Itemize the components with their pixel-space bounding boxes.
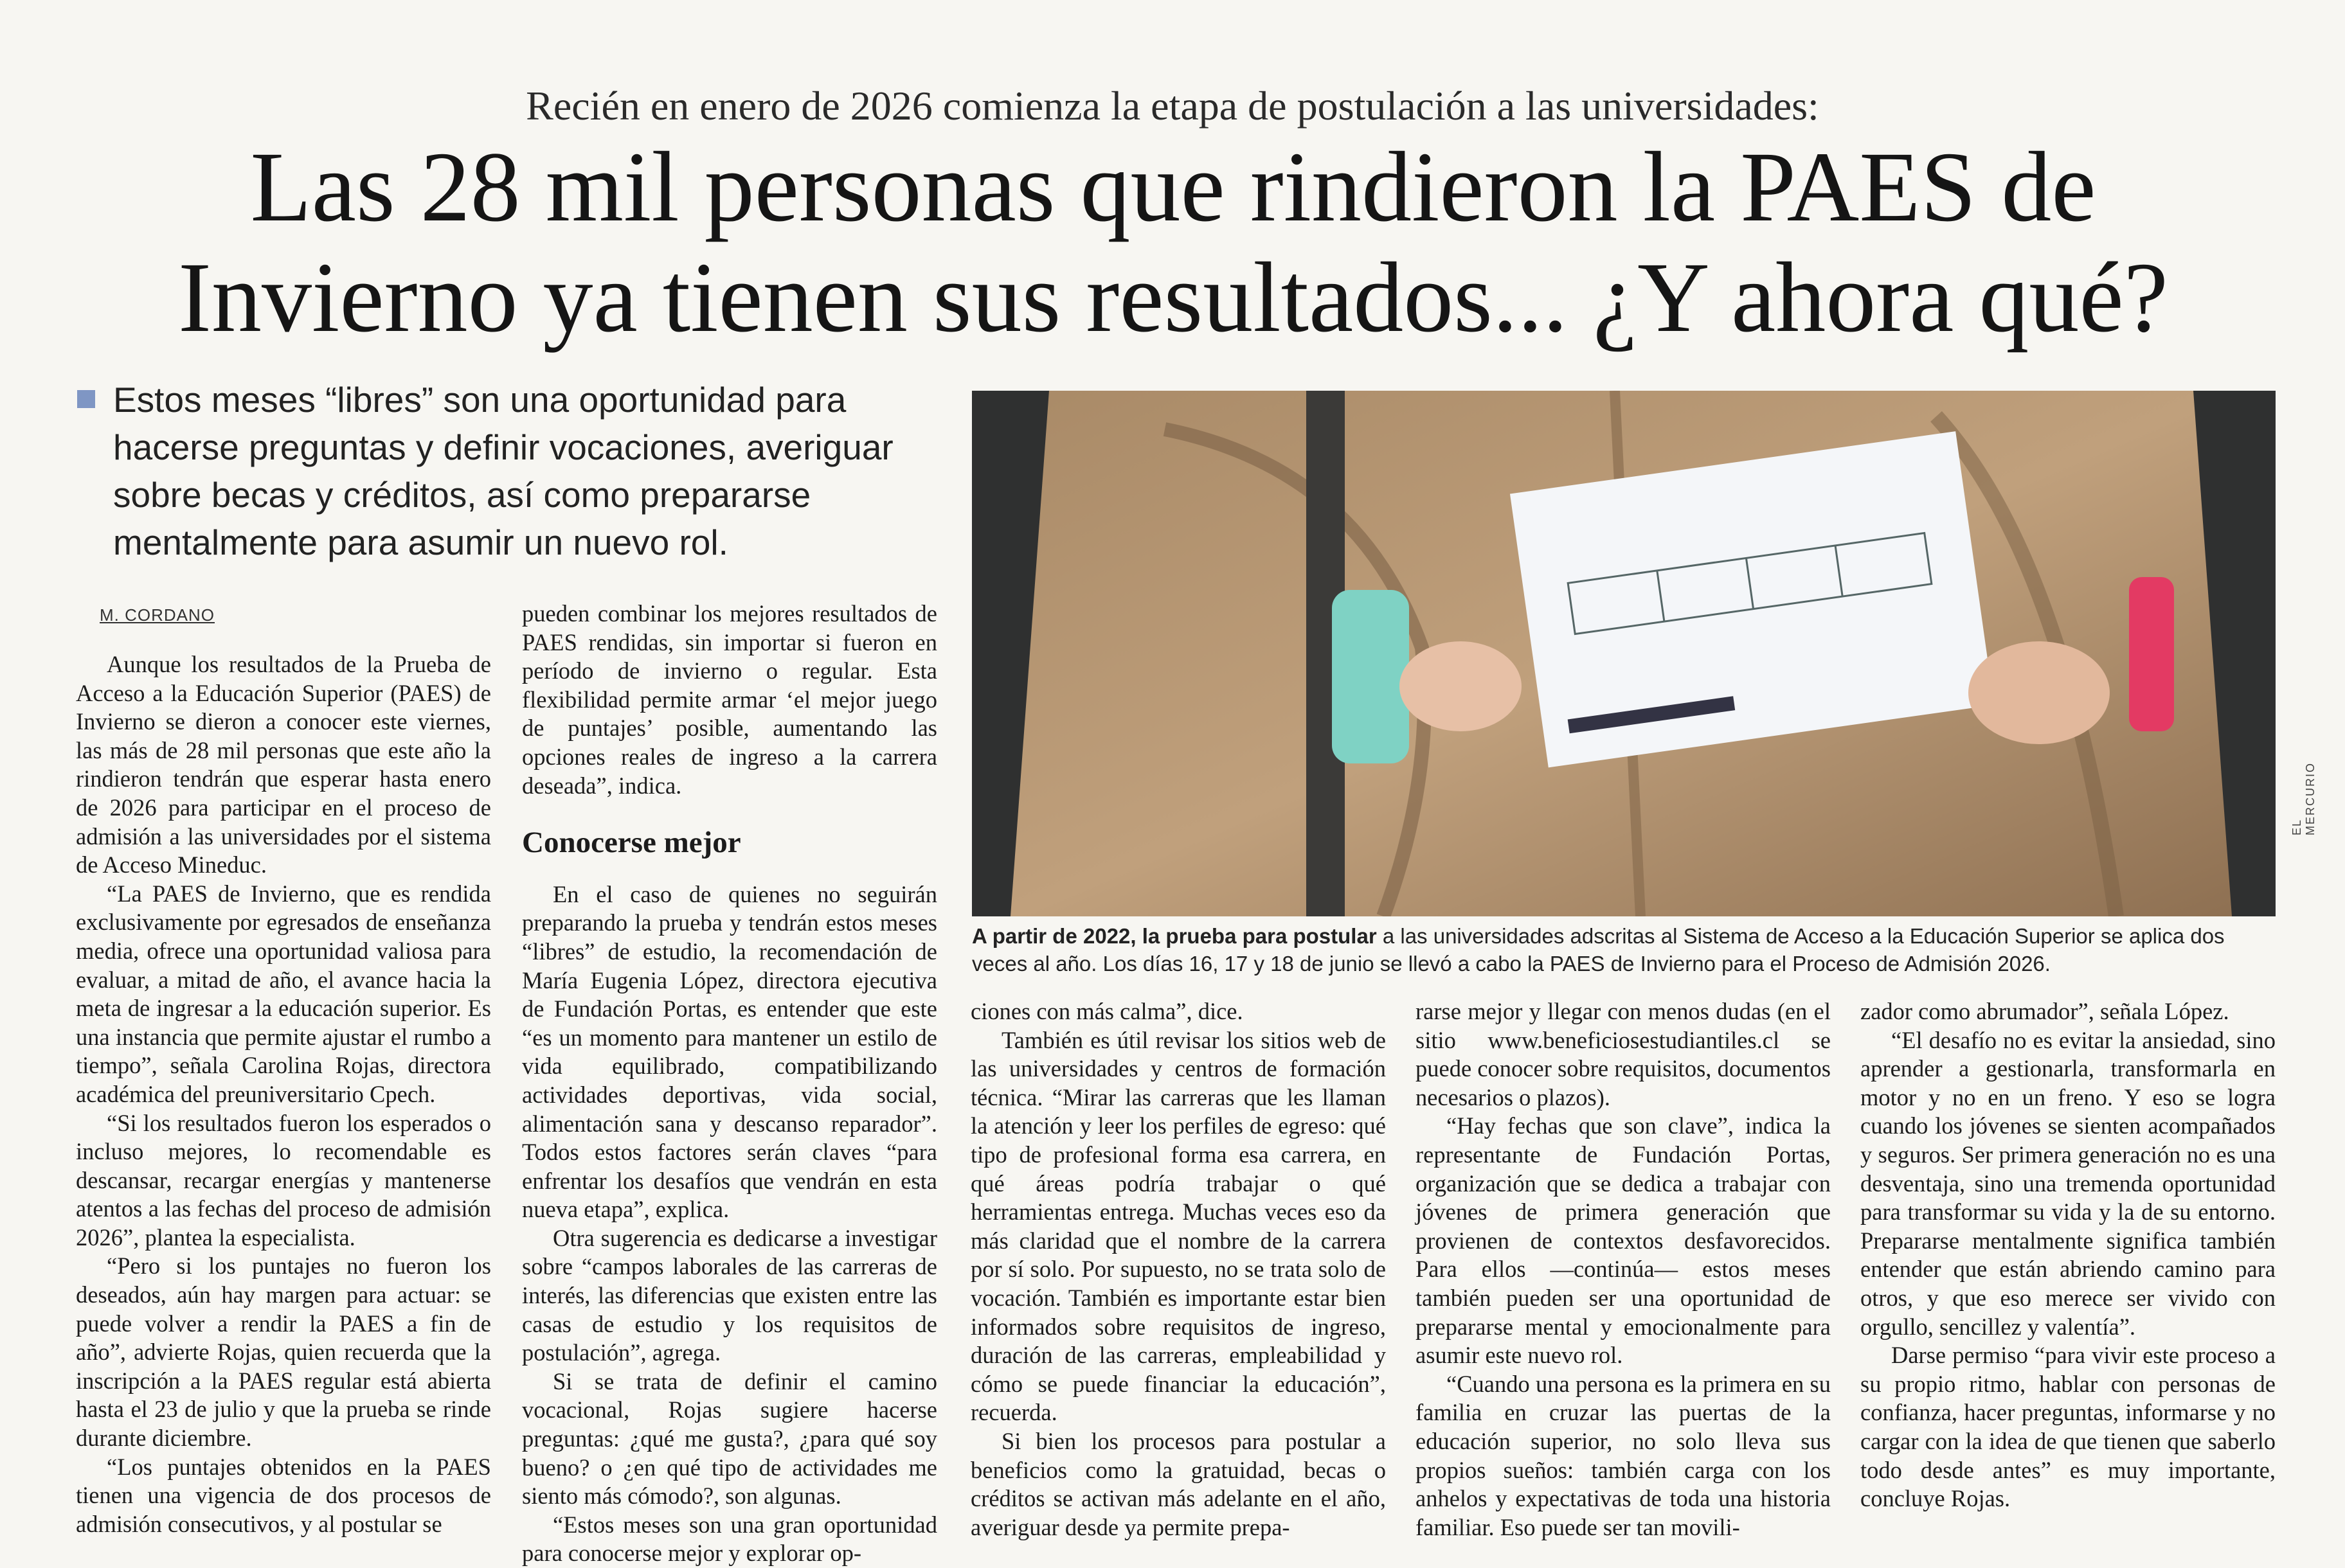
deck-text: Estos meses “libres” son una oportunidad para hacerse preguntas y definir vocaciones, averiguar sobre becas y créditos, así como prepararse mentalmente para asumir un nuevo rol.: [113, 380, 894, 562]
byline: M. CORDANO: [100, 605, 215, 625]
paragraph: Si bien los procesos para postular a beneficios como la gratuidad, becas o créditos se activan más adelante en el año, averiguar desde ya permite prepa-: [971, 1427, 1386, 1540]
paragraph: Aunque los resultados de la Prueba de Acceso a la Educación Superior (PAES) de Invierno se dieron a conocer este viernes, las más de 28 mil personas que este año la rindieron tendrán que esperar hasta enero de 2026 para participar en el proceso de admisión a las universidades por el sistema de Acceso Mineduc.: [76, 651, 491, 878]
paragraph: rarse mejor y llegar con menos dudas (en el sitio www.beneficiosestudiantiles.cl se puede conocer sobre requisitos, documentos necesarios o plazos).: [1415, 998, 1831, 1110]
deck: [77, 376, 913, 566]
paragraph: Otra sugerencia es dedicarse a investigar sobre “campos laborales de las carreras de interés, las diferencias que existen entre las casas de estudio y los requisitos de postulación”, agrega.: [522, 1224, 937, 1366]
subheading: Conocerse mejor: [522, 826, 741, 860]
paragraph: “Cuando una persona es la primera en su familia en cruzar las puertas de la educación superior, no solo lleva sus propios sueños: también carga con los anhelos y expectativas de toda una historia familiar. Eso puede ser tan movili-: [1415, 1370, 1831, 1540]
column-4: [1415, 997, 1831, 1542]
photo-illustration: [972, 391, 2276, 916]
paragraph: zador como abrumador”, señala López.: [1860, 998, 2229, 1024]
paragraph: “Pero si los puntajes no fueron los deseados, aún hay margen para actuar: se puede volver a rendir la PAES a fin de año”, advierte Rojas, quien recuerda que la inscripción a la PAES regular está abierta hasta el 23 de julio y que la prueba se rinde durante diciembre.: [76, 1252, 491, 1452]
caption-text: a las universidades adscritas al Sistema de Acceso a la Educación Superior se aplica dos veces al año. Los días 16, 17 y 18 de junio se llevó a cabo la PAES de Invierno para el Proceso de Admisión 2026.: [972, 924, 2225, 976]
paragraph: “Hay fechas que son clave”, indica la representante de Fundación Portas, organización que se dedica a trabajar con jóvenes de primera generación que provienen de contextos desfavorecidos. Para ellos —continúa— estos meses también pueden ser una oportunidad de prepararse mental y emocionalmente para asumir este nuevo rol.: [1415, 1112, 1831, 1369]
column-2: [522, 600, 937, 1568]
photo-caption: [972, 922, 2276, 977]
column-3: [971, 997, 1386, 1542]
paragraph: “Los puntajes obtenidos en la PAES tienen una vigencia de dos procesos de admisión consecutivos, y al postular se: [76, 1453, 491, 1537]
caption-lead: A partir de 2022, la prueba para postular: [972, 924, 1377, 948]
column-1: [76, 650, 491, 1538]
paragraph: Si se trata de definir el camino vocacional, Rojas sugiere hacerse preguntas: ¿qué me gusta?, ¿para qué soy bueno? o ¿en qué tipo de actividades me siento más cómodo?, son algunas.: [522, 1368, 937, 1510]
column-5: [1860, 997, 2276, 1513]
paragraph: “Estos meses son una gran oportunidad para conocerse mejor y explorar op-: [522, 1511, 937, 1567]
headline: [96, 132, 2250, 353]
paragraph: ciones con más calma”, dice.: [971, 998, 1243, 1024]
headline-line-1: Las 28 mil personas que rindieron la PAES de: [250, 131, 2096, 242]
paragraph: “La PAES de Invierno, que es rendida exclusivamente por egresados de enseñanza media, ofrece una oportunidad valiosa para evaluar, a mitad de año, el avance hacia la meta de ingresar a la educación superior. Es una instancia que permite ajustar el rumbo a tiempo”, señala Carolina Rojas, directora académica del preuniversitario Cpech.: [76, 880, 491, 1107]
headline-line-2: Invierno ya tienen sus resultados... ¿Y ahora qué?: [178, 242, 2168, 353]
square-bullet-icon: [77, 390, 95, 408]
paragraph: Darse permiso “para vivir este proceso a su propio ritmo, hablar con personas de confianza, hacer preguntas, informarse y no cargar con la idea de que tienen que saberlo todo desde antes” es muy importante, concluye Rojas.: [1860, 1342, 2276, 1512]
paragraph: pueden combinar los mejores resultados de PAES rendidas, sin importar si fueron en período de invierno o regular. Esta flexibilidad permite armar ‘el mejor juego de puntajes’ posible, aumentando las opciones reales de ingreso a la carrera deseada”, indica.: [522, 600, 937, 799]
paragraph: “El desafío no es evitar la ansiedad, sino aprender a gestionarla, transformarla en motor y no en un freno. Y eso se logra cuando los jóvenes se sienten acompañados y seguros. Ser primera generación no es una desventaja, sino una tremenda oportunidad para transformar su vida y la de su entorno. Prepararse mentalmente significa también entender que están abriendo camino para otros, y que eso merece ser vivido con orgullo, sencillez y valentía”.: [1860, 1026, 2276, 1340]
kicker: Recién en enero de 2026 comienza la etapa de postulación a las universidades:: [526, 83, 1819, 129]
article-photo: [972, 391, 2276, 916]
paragraph: En el caso de quienes no seguirán preparando la prueba y tendrán estos meses “libres” de estudio, la recomendación de María Eugenia López, directora ejecutiva de Fundación Portas, es entender que este “es un momento para mantener un estilo de vida equilibrado, compatibilizando actividades deportivas, vida social, alimentación sana y descanso reparador”. Todos estos factores serán claves “para enfrentar los desafíos que vendrán en esta nueva etapa”, explica.: [522, 880, 937, 1223]
paragraph: También es útil revisar los sitios web de las universidades y centros de formación técnica. “Mirar las carreras que les llaman la atención y leer los perfiles de egreso: qué tipo de profesional forma esa carrera, en qué áreas podría trabajar o qué herramientas entrega. Muchas veces eso da más claridad que el nombre de la carrera por sí solo. Por supuesto, no se trata solo de vocación. También es importante estar bien informados sobre requisitos de ingreso, duración de las carreras, empleabilidad y cómo se puede financiar la educación”, recuerda.: [971, 1026, 1386, 1426]
paragraph: “Si los resultados fueron los esperados o incluso mejores, lo recomendable es descansar, recargar energías y mantenerse atentos a las fechas del proceso de admisión 2026”, plantea la especialista.: [76, 1109, 491, 1251]
photo-credit: EL MERCURIO: [2290, 762, 2317, 835]
